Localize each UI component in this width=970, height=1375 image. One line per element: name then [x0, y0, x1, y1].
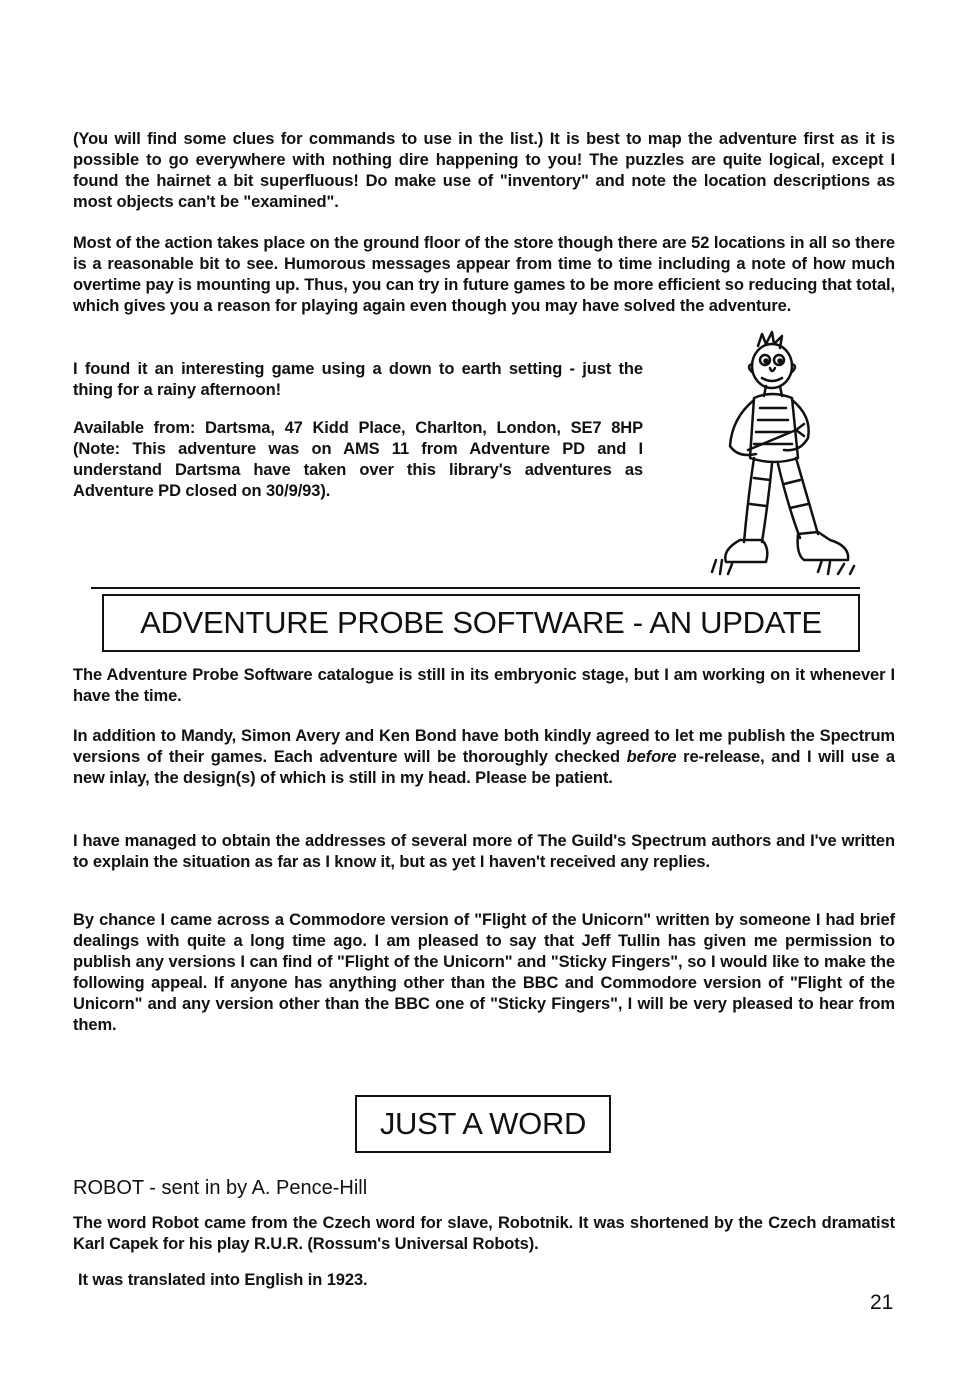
page-number: 21: [870, 1291, 894, 1314]
heading-top-rule: [91, 587, 860, 589]
intro-paragraph-3: I found it an interesting game using a down to earth setting - just the thing for a rainy afternoon!: [73, 360, 643, 399]
software-paragraph-2: [73, 726, 895, 789]
section-heading-just-a-word-text: JUST A WORD: [379, 1106, 587, 1141]
intro-paragraph-4: Available from: Dartsma, 47 Kidd Place, Charlton, London, SE7 8HP (Note: This adventure was on AMS 11 from Adventure PD and I understand Dartsma have taken over this library's adventures as Adventure PD closed on 30/9/93).: [73, 419, 643, 500]
software-paragraph-2-after: re-release, and I will use a new inlay, the design(s) of which is still in my head. Please be patient.: [73, 748, 895, 787]
word-paragraph-1: The word Robot came from the Czech word for slave, Robotnik. It was shortened by the Czech dramatist Karl Capek for his play R.U.R. (Rossum's Universal Robots).: [73, 1214, 895, 1253]
software-paragraph-3: I have managed to obtain the addresses of several more of The Guild's Spectrum authors and I've written to explain the situation as far as I know it, but as yet I haven't received any replies.: [73, 832, 895, 871]
software-paragraph-2-emphasis: before: [626, 748, 677, 766]
intro-paragraph-2: Most of the action takes place on the ground floor of the store though there are 52 locations in all so there is a reasonable bit to see. Humorous messages appear from time to time including a note of how much overtime pay is mounting up. Thus, you can try in future games to be more efficient so reducing that total, which gives you a reason for playing again even though you may have solved the adventure.: [73, 234, 895, 315]
section-heading-software-update-text: ADVENTURE PROBE SOFTWARE - AN UPDATE: [140, 605, 822, 640]
software-paragraph-2-before: In addition to Mandy, Simon Avery and Ken Bond have both kindly agreed to let me publish the Spectrum versions of their games. Each adventure will be thoroughly checked: [73, 727, 895, 766]
software-paragraph-4: By chance I came across a Commodore version of "Flight of the Unicorn" written by someone I had brief dealings with quite a long time ago. I am pleased to say that Jeff Tullin has given me permission to publish any versions I can find of "Flight of the Unicorn" and "Sticky Fingers", so I would like to make the following appeal. If anyone has anything other than the BBC and Commodore version of "Flight of the Unicorn" and any version other than the BBC one of "Sticky Fingers", I will be very pleased to hear from them.: [73, 911, 895, 1034]
section-heading-software-update: [102, 594, 860, 652]
software-paragraph-1: The Adventure Probe Software catalogue is still in its embryonic stage, but I am working on it whenever I have the time.: [73, 666, 895, 705]
word-subtitle: ROBOT - sent in by A. Pence-Hill: [73, 1177, 368, 1199]
intro-paragraph-1: (You will find some clues for commands to use in the list.) It is best to map the adventure first as it is possible to go everywhere with nothing dire happening to you! The puzzles are quite logical, except I found the hairnet a bit superfluous! Do make use of "inventory" and note the location descriptions as most objects can't be "examined".: [73, 130, 895, 211]
section-heading-just-a-word: [355, 1095, 611, 1153]
word-paragraph-2: It was translated into English in 1923.: [78, 1271, 368, 1289]
cartoon-man-with-wrench-icon: [700, 328, 860, 580]
